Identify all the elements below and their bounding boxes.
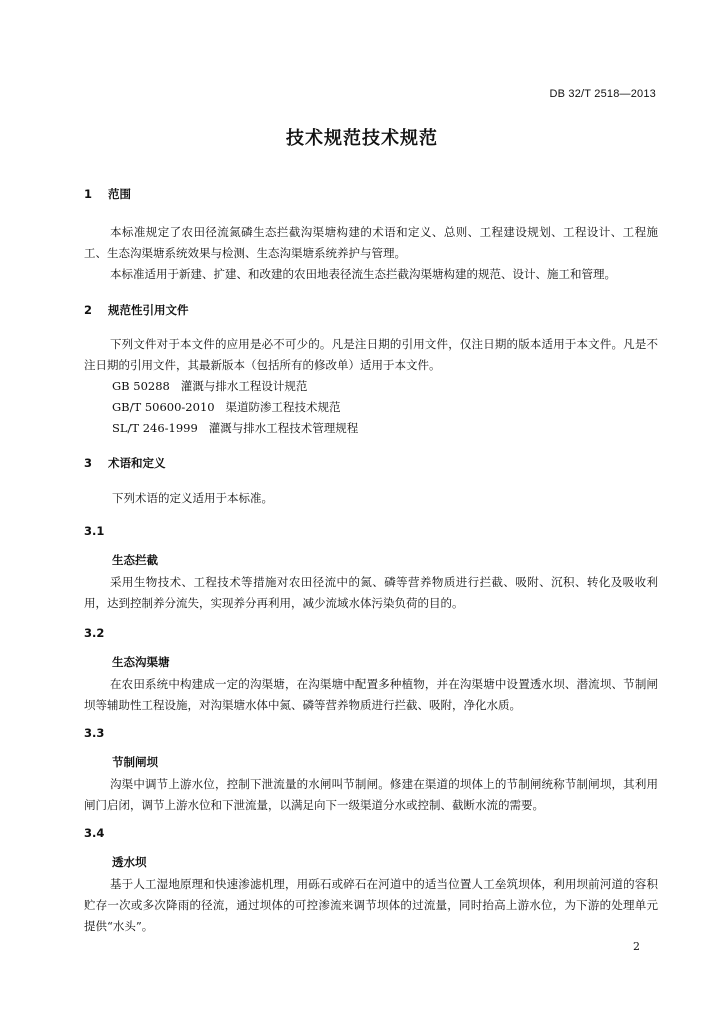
term-name: 透水坝 bbox=[112, 855, 147, 869]
references-paragraph: 下列文件对于本文件的应用是必不可少的。凡是注日期的引用文件，仅注日期的版本适用于本文件。凡是不注日期的引用文件，其最新版本（包括所有的修改单）适用于本文件。 bbox=[84, 337, 658, 372]
scope-paragraph-2: 本标准适用于新建、扩建、和改建的农田地表径流生态拦截沟渠塘构建的规范、设计、施工和管理。 bbox=[110, 267, 616, 281]
term-number: 3.4 bbox=[84, 826, 105, 840]
reference-item: GB 50288 灌溉与排水工程设计规范 bbox=[112, 379, 308, 393]
term-definition: 采用生物技术、工程技术等措施对农田径流中的氮、磷等营养物质进行拦截、吸附、沉积、转化及吸收利用，达到控制养分流失，实现养分再利用，减少流域水体污染负荷的目的。 bbox=[84, 575, 658, 610]
standard-code: DB 32/T 2518—2013 bbox=[549, 88, 656, 100]
term-number: 3.3 bbox=[84, 726, 105, 740]
reference-item: GB/T 50600-2010 渠道防渗工程技术规范 bbox=[112, 400, 341, 414]
scope-paragraph-1: 本标准规定了农田径流氮磷生态拦截沟渠塘构建的术语和定义、总则、工程建设规划、工程设计、工程施工、生态沟渠塘系统效果与检测、生态沟渠塘系统养护与管理。 bbox=[84, 225, 658, 260]
document-title: 技术规范技术规范 bbox=[286, 128, 438, 149]
term-name: 节制闸坝 bbox=[112, 755, 158, 769]
term-number: 3.2 bbox=[84, 626, 105, 640]
term-name: 生态沟渠塘 bbox=[112, 655, 170, 669]
section-title: 范围 bbox=[108, 187, 131, 201]
page-number: 2 bbox=[633, 940, 640, 953]
section-heading-references bbox=[84, 302, 189, 318]
reference-item: SL/T 246-1999 灌溉与排水工程技术管理规程 bbox=[112, 421, 359, 435]
term-number: 3.1 bbox=[84, 524, 105, 538]
term-name: 生态拦截 bbox=[112, 553, 158, 567]
term-definition: 沟渠中调节上游水位，控制下泄流量的水闸叫节制闸。修建在渠道的坝体上的节制闸统称节制闸坝，其利用闸门启闭，调节上游水位和下泄流量，以满足向下一级渠道分水或控制、截断水流的需要。 bbox=[84, 777, 658, 812]
section-title: 术语和定义 bbox=[108, 456, 166, 470]
section-heading-terms bbox=[84, 455, 166, 471]
section-number: 2 bbox=[84, 303, 93, 317]
term-definition: 基于人工湿地原理和快速渗滤机理，用砾石或碎石在河道中的适当位置人工垒筑坝体，利用坝前河道的容积贮存一次或多次降雨的径流，通过坝体的可控渗流来调节坝体的过流量，同时抬高上游水位，为下游的处理单元提供“水头”。 bbox=[84, 877, 658, 933]
section-title: 规范性引用文件 bbox=[108, 303, 189, 317]
section-number: 1 bbox=[84, 187, 93, 201]
terms-intro: 下列术语的定义适用于本标准。 bbox=[112, 491, 273, 505]
section-number: 3 bbox=[84, 456, 93, 470]
section-heading-scope bbox=[84, 186, 131, 202]
term-definition: 在农田系统中构建成一定的沟渠塘，在沟渠塘中配置多种植物，并在沟渠塘中设置透水坝、潜流坝、节制闸坝等辅助性工程设施，对沟渠塘水体中氮、磷等营养物质进行拦截、吸附，净化水质。 bbox=[84, 677, 658, 712]
